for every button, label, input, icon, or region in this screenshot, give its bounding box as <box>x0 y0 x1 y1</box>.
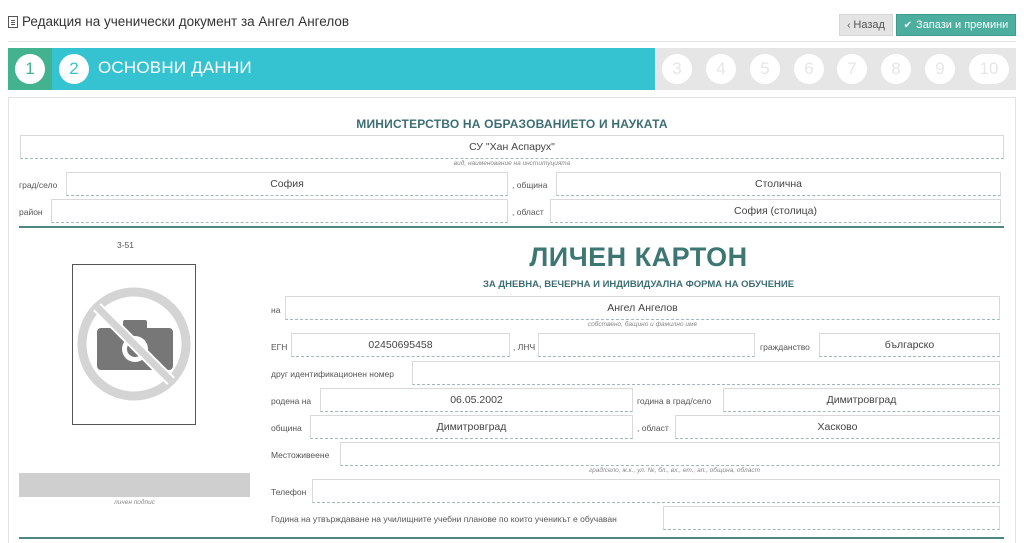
plan-year-label: Година на утвърждаване на училищните учебни планове по които ученикът е обучаван <box>271 514 617 524</box>
other-id-field[interactable] <box>412 361 1000 385</box>
step-2-label: ОСНОВНИ ДАННИ <box>98 58 252 77</box>
school-field[interactable]: СУ "Хан Аспарух" <box>20 135 1004 159</box>
born-city-label: година в град/село <box>637 396 712 406</box>
step-8[interactable]: 8 <box>881 54 911 84</box>
step-2-circle: 2 <box>59 54 89 84</box>
back-button-label: Назад <box>853 19 885 31</box>
citizenship-label: гражданство <box>760 342 810 352</box>
divider <box>8 41 1016 42</box>
name-hint: собствено, бащино и фамилно име <box>587 321 698 328</box>
residence-label: Местоживеене <box>271 450 330 460</box>
form-code: 3-51 <box>117 240 135 250</box>
card-subheading: ЗА ДНЕВНА, ВЕЧЕРНА И ИНДИВИДУАЛНА ФОРМА НА ОБУЧЕНИЕ <box>482 279 795 290</box>
born-city-field[interactable]: Димитровград <box>723 388 1000 412</box>
page-title <box>8 14 349 29</box>
phone-field[interactable] <box>312 479 1000 503</box>
birth-region-label: , област <box>637 423 669 433</box>
wizard-steps <box>8 48 1016 90</box>
bottom-divider <box>19 537 1004 539</box>
school-hint: вид, наименование на институцията <box>453 160 571 167</box>
step-2-active[interactable] <box>52 48 655 90</box>
step-5[interactable]: 5 <box>750 54 780 84</box>
birth-municipality-field[interactable]: Димитровград <box>310 415 633 439</box>
step-9[interactable]: 9 <box>925 54 955 84</box>
document-icon <box>8 16 18 28</box>
top-bar <box>0 0 1024 44</box>
plan-year-field[interactable] <box>663 506 1000 530</box>
step-10[interactable]: 10 <box>969 54 1009 84</box>
card-heading: ЛИЧЕН КАРТОН <box>529 242 748 272</box>
born-label: родена на <box>271 396 312 406</box>
name-field[interactable]: Ангел Ангелов <box>285 296 1000 320</box>
page-title-text: Редакция на ученически документ за Ангел Ангелов <box>22 14 350 29</box>
step-1-circle: 1 <box>15 54 45 84</box>
ministry-title: МИНИСТЕРСТВО НА ОБРАЗОВАНИЕТО И НАУКАТА <box>356 117 668 131</box>
region-field[interactable]: София (столица) <box>550 199 1001 223</box>
step-4[interactable]: 4 <box>706 54 736 84</box>
step-1[interactable] <box>8 48 52 90</box>
egn-label: ЕГН <box>271 342 288 352</box>
other-id-label: друг идентификационен номер <box>271 369 394 379</box>
district-label: район <box>19 207 43 217</box>
step-3[interactable]: 3 <box>662 54 692 84</box>
city-label: град/село <box>19 180 58 190</box>
born-date-field[interactable]: 06.05.2002 <box>320 388 633 412</box>
egn-field[interactable]: 02450695458 <box>291 333 510 357</box>
municipality-label: , община <box>512 180 548 190</box>
district-field[interactable] <box>51 199 508 223</box>
step-6[interactable]: 6 <box>794 54 824 84</box>
save-and-continue-button[interactable] <box>896 14 1016 36</box>
name-label: на <box>271 305 281 315</box>
municipality-field[interactable]: Столична <box>556 172 1001 196</box>
residence-hint: град/село, ж.к., ул. №, бл., вх., ет., ап., община, област <box>588 467 760 474</box>
citizenship-field[interactable]: българско <box>819 333 1000 357</box>
birth-municipality-label: община <box>271 423 302 433</box>
section-divider <box>19 226 1004 228</box>
phone-label: Телефон <box>271 487 307 497</box>
city-field[interactable]: София <box>66 172 508 196</box>
no-camera-icon <box>73 265 195 424</box>
residence-field[interactable] <box>340 442 1000 466</box>
check-icon: ✔ <box>903 19 913 31</box>
step-7[interactable]: 7 <box>837 54 867 84</box>
lnch-field[interactable] <box>538 333 755 357</box>
signature-hint: личен подпис <box>114 499 155 506</box>
birth-region-field[interactable]: Хасково <box>675 415 1000 439</box>
region-label: , област <box>512 207 544 217</box>
student-photo[interactable] <box>72 264 196 425</box>
chevron-left-icon: ‹ <box>847 19 851 31</box>
back-button[interactable] <box>839 14 893 36</box>
signature-box[interactable] <box>19 473 250 497</box>
lnch-label: , ЛНЧ <box>513 342 536 352</box>
save-button-label: Запази и премини <box>916 19 1009 31</box>
